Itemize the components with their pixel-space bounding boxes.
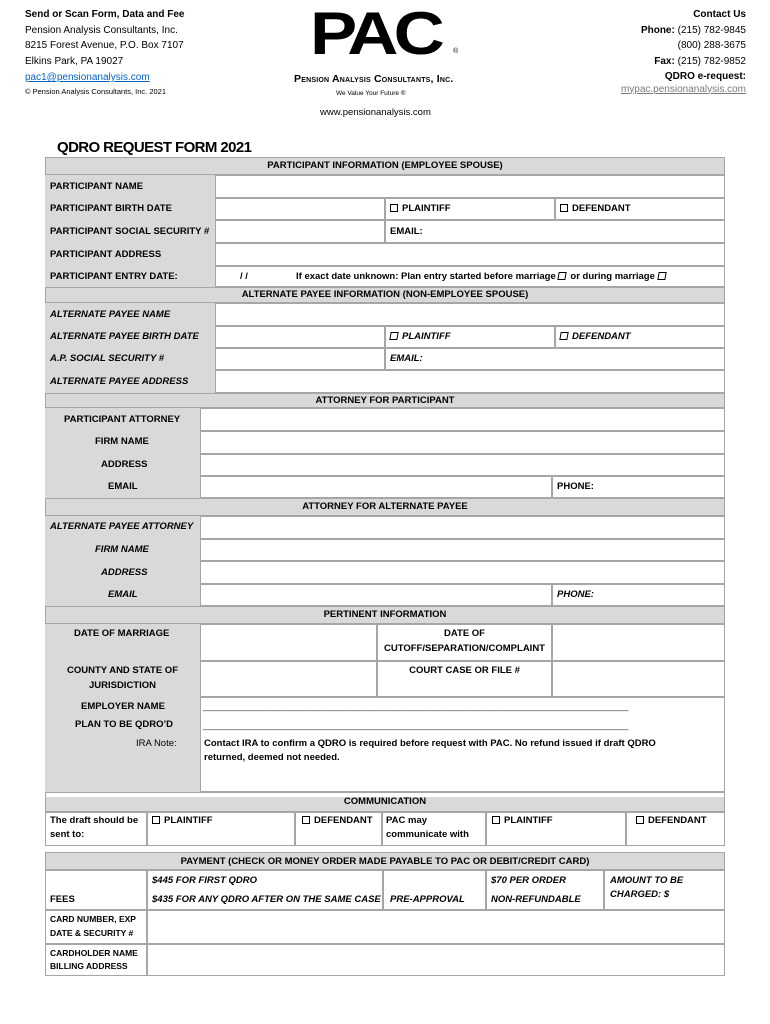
fee-additional-qdro: $435 FOR ANY QDRO AFTER ON THE SAME CASE <box>152 894 381 905</box>
draft-label-line-1: The draft should be <box>50 815 139 826</box>
fax-label: Fax: <box>654 55 675 67</box>
plaintiff-label: PLAINTIFF <box>402 331 451 342</box>
header-left-block <box>25 7 285 98</box>
participant-attorney-address-field[interactable] <box>200 454 725 476</box>
participant-name-label: PARTICIPANT NAME <box>50 181 144 192</box>
fee-first-qdro: $445 FOR FIRST QDRO <box>152 875 258 886</box>
employer-blank-line-1[interactable]: _____________________________________________________________________________________ <box>203 701 629 711</box>
checkbox-icon[interactable] <box>492 816 500 824</box>
checkbox-icon[interactable] <box>559 332 568 340</box>
participant-firm-field[interactable] <box>200 431 725 454</box>
alternate-name-label: ALTERNATE PAYEE NAME <box>50 309 171 320</box>
employer-label-line-2: PLAN TO BE QDRO’D <box>75 719 173 730</box>
non-refundable-note: NON-REFUNDABLE <box>491 894 581 905</box>
cardholder-label-1: CARDHOLDER NAME <box>50 948 138 958</box>
address-line-2: Elkins Park, PA 19027 <box>25 55 124 67</box>
alternate-ssn-label: A.P. SOCIAL SECURITY # <box>50 353 165 364</box>
pac-communicate-line-2: communicate with <box>386 829 469 840</box>
participant-entry-label: PARTICIPANT ENTRY DATE: <box>50 271 178 282</box>
plaintiff-label: PLAINTIFF <box>164 815 213 826</box>
website: www.pensionanalysis.com <box>320 107 431 118</box>
payment-header: PAYMENT (CHECK OR MONEY ORDER MADE PAYABLE TO PAC OR DEBIT/CREDIT CARD) <box>45 852 725 870</box>
participant-ssn-field[interactable] <box>215 220 385 243</box>
participant-birth-label: PARTICIPANT BIRTH DATE <box>50 203 172 214</box>
participant-birth-field[interactable] <box>215 198 385 220</box>
county-label-line-1: COUNTY AND STATE OF <box>66 665 178 676</box>
entry-unknown-text: If exact date unknown: Plan entry started before marriage <box>296 271 556 282</box>
alternate-defendant-option[interactable] <box>560 331 631 342</box>
during-marriage-checkbox-icon[interactable] <box>657 272 666 280</box>
checkbox-icon[interactable] <box>152 816 160 824</box>
checkbox-icon[interactable] <box>560 204 568 212</box>
amount-charged-line-2: CHARGED: $ <box>610 889 670 900</box>
cutoff-date-field[interactable] <box>552 624 725 661</box>
registered-mark: ® <box>453 48 459 55</box>
participant-email-field[interactable] <box>385 220 725 243</box>
alternate-attorney-email-label: EMAIL <box>108 589 138 600</box>
marriage-date-label: DATE OF MARRIAGE <box>74 628 170 639</box>
checkbox-icon[interactable] <box>302 816 310 824</box>
copyright: © Pension Analysis Consultants, Inc. 2021 <box>25 86 167 96</box>
contact-title: Contact Us <box>693 9 746 20</box>
phone-label: Phone: <box>640 24 675 36</box>
draft-defendant-option[interactable] <box>302 815 373 826</box>
email-link[interactable]: pac1@pensionanalysis.com <box>25 72 150 83</box>
alternate-name-field[interactable] <box>215 303 725 326</box>
card-number-label-2: DATE & SECURITY # <box>50 928 134 938</box>
employer-blank-line-2[interactable]: _____________________________________________________________________________________ <box>203 720 629 730</box>
pertinent-header: PERTINENT INFORMATION <box>45 606 725 624</box>
ira-note-line-2: returned, deemed not needed. <box>204 752 340 763</box>
draft-label-line-2: sent to: <box>50 829 85 840</box>
attorney-alternate-header: ATTORNEY FOR ALTERNATE PAYEE <box>45 498 725 516</box>
card-number-label-1: CARD NUMBER, EXP <box>50 914 136 924</box>
court-case-label: COURT CASE OR FILE # <box>409 665 520 676</box>
alternate-birth-label: ALTERNATE PAYEE BIRTH DATE <box>50 331 199 342</box>
defendant-label: DEFENDANT <box>572 203 631 214</box>
participant-address-field[interactable] <box>215 243 725 266</box>
alternate-attorney-address-field[interactable] <box>200 561 725 584</box>
entry-unknown-note <box>296 271 670 282</box>
alternate-email-field[interactable] <box>385 348 725 370</box>
participant-defendant-option[interactable] <box>560 203 631 214</box>
communicate-defendant-option[interactable] <box>636 815 707 826</box>
header-right-block <box>486 7 746 97</box>
defendant-label: DEFENDANT <box>648 815 707 826</box>
checkbox-icon[interactable] <box>636 816 644 824</box>
participant-attorney-field[interactable] <box>200 408 725 431</box>
preapproval-label: PRE-APPROVAL <box>390 894 465 905</box>
alternate-attorney-field[interactable] <box>200 516 725 539</box>
participant-attorney-phone-label: PHONE: <box>557 481 594 492</box>
address-line-1: 8215 Forest Avenue, P.O. Box 7107 <box>25 40 184 51</box>
cutoff-label-line-1: DATE OF <box>444 628 485 639</box>
alternate-birth-field[interactable] <box>215 326 385 348</box>
attorney-participant-header: ATTORNEY FOR PARTICIPANT <box>45 393 725 408</box>
participant-address-label: PARTICIPANT ADDRESS <box>50 249 162 260</box>
per-order-fee: $70 PER ORDER <box>491 875 566 886</box>
plaintiff-label: PLAINTIFF <box>402 203 451 214</box>
participant-attorney-email-label: EMAIL <box>108 481 138 492</box>
checkbox-icon[interactable] <box>389 332 398 340</box>
alternate-address-label: ALTERNATE PAYEE ADDRESS <box>50 376 189 387</box>
marriage-date-field[interactable] <box>200 624 377 661</box>
alternate-attorney-email-field[interactable] <box>200 584 552 606</box>
alternate-firm-label: FIRM NAME <box>95 544 149 555</box>
participant-firm-label: FIRM NAME <box>95 436 149 447</box>
alternate-attorney-label: ALTERNATE PAYEE ATTORNEY <box>50 521 194 532</box>
cardholder-field[interactable] <box>147 944 725 976</box>
phone-2: (800) 288-3675 <box>677 40 746 51</box>
before-marriage-checkbox-icon[interactable] <box>558 272 567 280</box>
form-title: QDRO REQUEST FORM 2021 <box>57 139 252 156</box>
alternate-address-field[interactable] <box>215 370 725 393</box>
alternate-firm-field[interactable] <box>200 539 725 561</box>
alternate-attorney-address-label: ADDRESS <box>101 567 148 578</box>
participant-name-field[interactable] <box>215 175 725 198</box>
ira-note-line-1: Contact IRA to confirm a QDRO is required before request with PAC. No refund issued if draft QDRO <box>204 738 656 749</box>
alternate-email-label: EMAIL: <box>390 353 423 364</box>
alternate-plaintiff-option[interactable] <box>390 331 451 342</box>
entry-date-slashes: / / <box>240 271 248 282</box>
participant-header: PARTICIPANT INFORMATION (EMPLOYEE SPOUSE) <box>45 157 725 175</box>
participant-attorney-address-label: ADDRESS <box>101 459 148 470</box>
cutoff-label-line-2: CUTOFF/SEPARATION/COMPLAINT <box>384 643 545 654</box>
fax-number: (215) 782-9852 <box>677 55 746 67</box>
company-name: Pension Analysis Consultants, Inc. <box>25 24 178 36</box>
send-instructions: Send or Scan Form, Data and Fee <box>25 9 185 20</box>
participant-plaintiff-option[interactable] <box>390 203 451 214</box>
qdro-link[interactable]: mypac.pensionanalysis.com <box>620 83 746 95</box>
pac-communicate-line-1: PAC may <box>386 815 428 826</box>
phone-row <box>486 23 746 39</box>
communicate-plaintiff-option[interactable] <box>492 815 553 826</box>
pac-logo-text: PAC <box>310 0 441 67</box>
alternate-attorney-phone-label: PHONE: <box>557 589 594 600</box>
defendant-label: DEFENDANT <box>572 331 631 342</box>
qdro-label: QDRO e-request: <box>664 71 746 82</box>
amount-charged-line-1: AMOUNT TO BE <box>610 875 684 886</box>
pac-company-name: Pension Analysis Consultants, Inc. <box>294 73 454 85</box>
fees-label: FEES <box>50 894 75 905</box>
participant-attorney-label: PARTICIPANT ATTORNEY <box>64 414 181 425</box>
communication-header: COMMUNICATION <box>45 792 725 812</box>
employer-label-line-1: EMPLOYER NAME <box>81 701 165 712</box>
plaintiff-label: PLAINTIFF <box>504 815 553 826</box>
county-field[interactable] <box>200 661 377 697</box>
alternate-header: ALTERNATE PAYEE INFORMATION (NON-EMPLOYEE SPOUSE) <box>45 287 725 303</box>
defendant-label: DEFENDANT <box>314 815 373 826</box>
participant-attorney-email-field[interactable] <box>200 476 552 498</box>
court-case-field[interactable] <box>552 661 725 697</box>
card-number-field[interactable] <box>147 910 725 944</box>
county-label-line-2: JURISDICTION <box>88 680 157 691</box>
fax-row <box>486 54 746 70</box>
participant-email-label: EMAIL: <box>390 226 423 237</box>
checkbox-icon[interactable] <box>390 204 398 212</box>
ira-note-label: IRA Note: <box>136 738 177 749</box>
tagline: We Value Your Future ® <box>336 90 406 97</box>
cardholder-label-2: BILLING ADDRESS <box>50 961 128 971</box>
during-marriage-text: or during marriage <box>570 271 655 282</box>
phone-1: (215) 782-9845 <box>677 24 746 36</box>
alternate-ssn-field[interactable] <box>215 348 385 370</box>
participant-ssn-label: PARTICIPANT SOCIAL SECURITY # <box>50 226 210 237</box>
draft-plaintiff-option[interactable] <box>152 815 213 826</box>
pac-logo <box>310 0 460 67</box>
